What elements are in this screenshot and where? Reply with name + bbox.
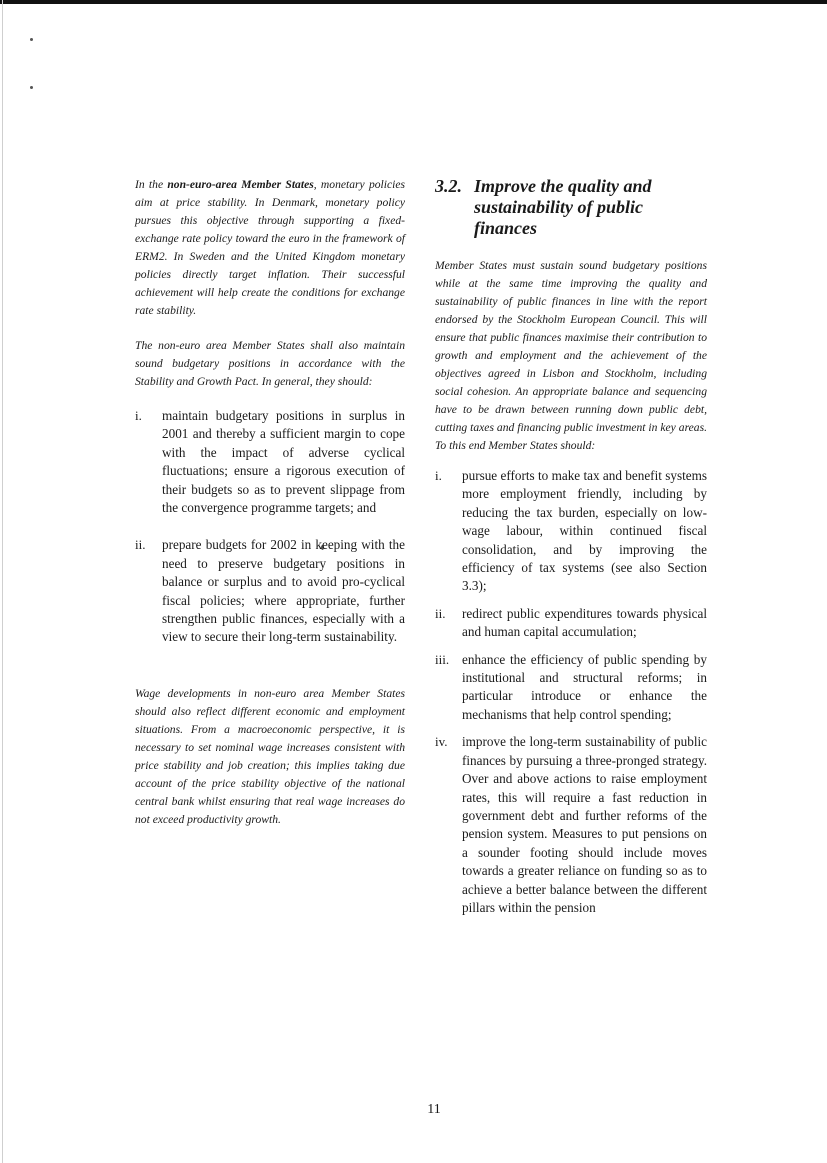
budgetary-intro-paragraph: The non-euro area Member States shall also maintain sound budgetary positions in accordance with the Stability and Growth Pact. In general, they should: <box>135 339 405 388</box>
list-item: i. maintain budgetary positions in surplus in 2001 and thereby a sufficient margin to cope with the impact of adverse cyclical fluctuations; ensure a rigorous execution of their budgets so as to prevent slippage from the convergence programme targets; and <box>135 408 405 516</box>
right-list <box>435 467 707 917</box>
top-rule <box>0 0 827 4</box>
section-title: Improve the quality and sustainability of public finances <box>474 176 652 238</box>
scan-speck <box>30 86 33 89</box>
list-item: i. pursue efforts to make tax and benefit systems more employment friendly, including by reducing the tax burden, especially on low-wage labour, within continued fiscal consolidation, and by improving the efficiency of tax systems (see also Section 3.3); <box>435 468 707 594</box>
list-item: iv. improve the long-term sustainability of public finances by pursuing a three-pronged strategy. Over and above actions to raise employment rates, this will require a fast reduction in government debt and further reforms of the pension system. Measures to put pensions on a sounder footing should include moves towards a greater reliance on funding so as to achieve a better balance between the different pillars within the pension <box>435 734 707 915</box>
scan-speck <box>30 38 33 41</box>
left-column <box>135 176 405 829</box>
scan-edge <box>2 0 3 1163</box>
list-item: ii. redirect public expenditures towards physical and human capital accumulation; <box>435 605 707 640</box>
page-number: 11 <box>427 1102 441 1117</box>
list-item: iii. enhance the efficiency of public spending by institutional and structural reforms; in particular introduce or enhance the mechanisms that help control spending; <box>435 651 707 722</box>
left-list <box>135 407 405 647</box>
section-heading <box>435 176 707 242</box>
monetary-policy-paragraph: In the non-euro-area Member States, monetary policies aim at price stability. In Denmark, monetary policy pursues this objective through supporting a fixed-exchange rate policy toward the euro in the framework of ERM2. In Sweden and the United Kingdom monetary policies directly target inflation. Their successful achievement will help create the conditions for exchange rate stability. <box>135 178 406 317</box>
right-column <box>435 176 707 917</box>
wage-developments-paragraph: Wage developments in non-euro area Member States should also reflect different economic and employment situations. From a macroeconomic perspective, it is necessary to set nominal wage increases consistent with price stability and job creation; this implies taking due account of the price stability objective of the national central bank whilst ensuring that real wage increases do not exceed productivity growth. <box>135 686 405 826</box>
public-finances-paragraph: Member States must sustain sound budgetary positions while at the same time improving the quality and sustainability of public finances in line with the report endorsed by the Stockholm European Council. This will ensure that public finances maximise their contribution to growth and employment and the achievement of the objectives agreed in Lisbon and Stockholm, including social cohesion. An appropriate balance and sequencing have to be drawn between running down public debt, cutting taxes and financing public investment in key areas. To this end Member States should: <box>435 259 707 452</box>
list-item: ii. prepare budgets for 2002 in keeping with the need to preserve budgetary positions in balance or surplus and to avoid pro-cyclical fiscal policies; where appropriate, further strengthen public finances, especially with a view to secure their long-term sustainability. <box>135 537 405 645</box>
section-number: 3.2. <box>435 176 462 196</box>
